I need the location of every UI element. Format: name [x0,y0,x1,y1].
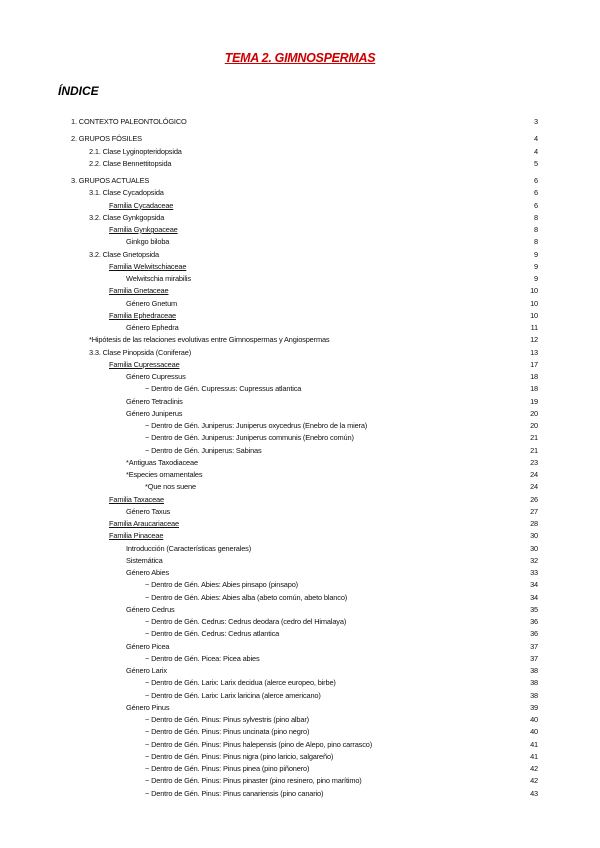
toc-entry-page: 38 [530,690,538,700]
toc-entry-page: 17 [530,359,538,369]
toc-entry-text: Familia Welwitschiaceae [109,261,187,271]
toc-entry[interactable] [0,158,600,170]
toc-entry[interactable] [0,751,600,763]
toc-entry-text: *Hipótesis de las relaciones evolutivas entre Gimnospermas y Angiospermas [89,335,330,345]
toc-entry-page: 38 [530,666,538,675]
toc-entry-text: Familia Cycadaceae [109,200,174,210]
toc-entry-text: 3.2. Clase Gynkgopsida [89,212,165,222]
toc-entry-page: 40 [530,727,538,737]
toc-entry-page: 11 [530,323,538,332]
toc-entry-text: *Que nos suene [145,482,196,492]
toc-entry-page: 40 [530,715,538,724]
toc-entry[interactable] [0,739,600,751]
toc-entry-page: 24 [530,470,538,479]
toc-entry-text: Género Ephedra [126,323,179,332]
toc-entry[interactable] [0,494,600,506]
toc-entry[interactable] [0,714,600,726]
toc-entry-page: 24 [530,482,538,492]
toc-entry[interactable] [0,628,600,640]
toc-entry-page: 10 [530,310,538,320]
toc-entry[interactable] [0,408,600,420]
toc-entry-text: Género Abies [126,568,169,577]
toc-entry-page: 9 [534,249,538,259]
toc-entry-text: 3. GRUPOS ACTUALES [71,176,150,185]
toc-entry[interactable] [0,641,600,653]
toc-entry[interactable] [0,285,600,297]
toc-entry[interactable] [0,224,600,236]
toc-entry[interactable] [0,788,600,800]
toc-entry[interactable] [0,298,600,310]
toc-entry-text: Welwitschia mirabilis [126,274,191,283]
toc-entry[interactable] [0,702,600,714]
toc-entry[interactable] [0,592,600,604]
toc-entry[interactable] [0,726,600,738]
toc-entry-text: ~ Dentro de Gén. Cedrus: Cedrus deodara (cedro del Himalaya) [145,617,347,626]
toc-entry-page: 10 [530,298,538,308]
toc-entry-text: Familia Taxaceae [109,494,164,504]
toc-entry[interactable] [0,371,600,383]
toc-entry-text: *Antiguas Taxodiaceae [126,457,198,467]
toc-entry-page: 23 [530,457,538,467]
toc-entry[interactable] [0,200,600,212]
toc-entry-page: 5 [534,158,538,168]
toc-entry[interactable] [0,677,600,689]
toc-entry-text: Género Pinus [126,702,170,712]
toc-entry[interactable] [0,396,600,408]
toc-entry[interactable] [0,567,600,579]
toc-entry-text: ~ Dentro de Gén. Larix: Larix laricina (alerce americano) [145,690,321,700]
toc-entry-text: ~ Dentro de Gén. Pinus: Pinus nigra (pino laricio, salgareño) [145,751,334,761]
toc-entry-page: 32 [530,555,538,565]
toc-entry[interactable] [0,359,600,371]
toc-entry-page: 21 [530,433,538,443]
toc-entry-text: Familia Araucariaceae [109,519,179,528]
toc-entry-page: 4 [534,146,538,156]
toc-entry-text: Género Juniperus [126,408,183,418]
toc-entry-text: Ginkgo biloba [126,237,170,247]
index-heading: ÍNDICE [58,84,99,98]
toc-entry-page: 37 [530,641,538,651]
toc-entry-text: ~ Dentro de Gén. Larix: Larix decidua (alerce europeo, birbe) [145,678,336,688]
toc-entry[interactable] [0,420,600,432]
toc-entry-page: 20 [530,408,538,418]
toc-entry-text: 2.1. Clase Lyginopteridopsida [89,146,182,156]
toc-entry-text: Familia Cupressaceae [109,359,180,369]
toc-entry-page: 36 [530,629,538,639]
toc-entry-text: ~ Dentro de Gén. Pinus: Pinus canariensis (pino canario) [145,788,324,798]
toc-entry-page: 12 [530,335,538,345]
toc-entry-text: 2.2. Clase Bennettitopsida [89,158,172,168]
toc-entry-page: 34 [530,580,538,590]
toc-entry-text: ~ Dentro de Gén. Pinus: Pinus pinea (pino piñonero) [145,764,310,773]
toc-entry-text: 2. GRUPOS FÓSILES [71,134,142,144]
toc-entry-text: *Especies ornamentales [126,470,203,479]
toc-entry-text: Género Taxus [126,506,171,516]
toc-entry[interactable] [0,347,600,359]
table-of-contents [0,116,600,800]
toc-entry[interactable] [0,187,600,199]
toc-entry-page: 42 [530,764,538,773]
toc-entry[interactable] [0,763,600,775]
toc-entry[interactable] [0,616,600,628]
toc-entry-text: Familia Ephedraceae [109,310,176,320]
toc-entry-page: 9 [534,261,538,271]
toc-entry-page: 19 [530,396,538,406]
toc-entry[interactable] [0,146,600,158]
toc-entry-page: 41 [530,739,538,749]
toc-entry[interactable] [0,322,600,334]
toc-entry-page: 35 [530,604,538,614]
toc-entry[interactable] [0,310,600,322]
toc-entry-page: 26 [530,494,538,504]
toc-entry-text: Género Cupressus [126,372,186,381]
toc-entry-text: ~ Dentro de Gén. Juniperus: Juniperus communis (Enebro común) [145,433,354,443]
toc-entry[interactable] [0,133,600,145]
toc-entry-page: 27 [530,506,538,516]
toc-entry-page: 4 [534,134,538,144]
toc-entry-text: ~ Dentro de Gén. Abies: Abies alba (abeto común, abeto blanco) [145,592,348,602]
toc-entry-text: Sistemática [126,555,163,565]
toc-entry-text: Familia Gnetaceae [109,286,169,296]
toc-entry-text: Género Picea [126,641,170,651]
toc-entry-page: 34 [530,592,538,602]
toc-entry[interactable] [0,530,600,542]
toc-entry-page: 33 [530,568,538,577]
toc-entry-text: 3.3. Clase Pinopsida (Coniferae) [89,347,192,357]
toc-entry-text: Género Tetraclinis [126,396,183,406]
toc-entry-text: ~ Dentro de Gén. Pinus: Pinus pinaster (pino resinero, pino marítimo) [145,776,362,786]
toc-entry[interactable] [0,469,600,481]
toc-entry-page: 30 [530,531,538,541]
toc-entry-text: 3.1. Clase Cycadopsida [89,188,164,198]
toc-entry[interactable] [0,518,600,530]
toc-entry-page: 10 [530,286,538,296]
toc-entry-page: 36 [530,617,538,626]
toc-entry[interactable] [0,273,600,285]
toc-entry[interactable] [0,481,600,493]
toc-entry[interactable] [0,665,600,677]
toc-entry-page: 30 [530,543,538,553]
toc-entry-page: 8 [534,225,538,234]
toc-entry[interactable] [0,236,600,248]
toc-entry-text: 1. CONTEXTO PALEONTOLÓGICO [71,117,187,126]
toc-entry-text: ~ Dentro de Gén. Pinus: Pinus sylvestris (pino albar) [145,715,309,724]
toc-entry-text: ~ Dentro de Gén. Cupressus: Cupressus atlantica [145,384,302,394]
document-title: TEMA 2. GIMNOSPERMAS [224,51,376,65]
toc-entry-page: 8 [534,237,538,247]
toc-entry[interactable] [0,775,600,787]
toc-entry-page: 6 [534,200,538,210]
toc-entry-page: 38 [530,678,538,688]
toc-entry-text: Género Gnetum [126,298,178,308]
toc-entry[interactable] [0,261,600,273]
toc-entry-text: ~ Dentro de Gén. Juniperus: Juniperus oxycedrus (Enebro de la miera) [145,421,368,430]
toc-entry-text: Género Cedrus [126,604,175,614]
toc-entry[interactable] [0,690,600,702]
toc-entry-page: 3 [534,117,538,126]
toc-entry-page: 41 [530,751,538,761]
toc-entry-page: 42 [530,776,538,786]
toc-entry-text: Género Larix [126,666,167,675]
toc-entry[interactable] [0,249,600,261]
toc-entry-text: ~ Dentro de Gén. Cedrus: Cedrus atlantica [145,629,280,639]
toc-entry-page: 13 [530,347,538,357]
toc-entry-text: ~ Dentro de Gén. Abies: Abies pinsapo (pinsapo) [145,580,298,590]
toc-entry-page: 39 [530,702,538,712]
toc-entry-text: ~ Dentro de Gén. Pinus: Pinus halepensis (pino de Alepo, pino carrasco) [145,739,373,749]
toc-entry-text: ~ Dentro de Gén. Pinus: Pinus uncinata (pino negro) [145,727,310,737]
toc-entry-page: 8 [534,212,538,222]
toc-entry-text: Introducción (Características generales) [126,543,252,553]
toc-entry-text: Familia Pinaceae [109,531,164,541]
toc-entry[interactable] [0,653,600,665]
toc-entry-page: 21 [530,445,538,455]
toc-entry-page: 6 [534,188,538,198]
toc-entry[interactable] [0,212,600,224]
toc-entry-page: 28 [530,519,538,528]
toc-entry-page: 6 [534,176,538,185]
toc-entry-page: 20 [530,421,538,430]
toc-entry-text: 3.2. Clase Gnetopsida [89,249,159,259]
toc-entry[interactable] [0,116,600,128]
toc-entry[interactable] [0,383,600,395]
toc-entry[interactable] [0,445,600,457]
toc-entry[interactable] [0,457,600,469]
toc-entry[interactable] [0,175,600,187]
toc-entry[interactable] [0,579,600,591]
toc-entry-text: Familia Gynkgoaceae [109,225,178,234]
toc-entry[interactable] [0,334,600,346]
toc-entry-page: 37 [530,653,538,663]
toc-entry-text: ~ Dentro de Gén. Juniperus: Sabinas [145,445,262,455]
toc-entry-page: 43 [530,788,538,798]
toc-entry[interactable] [0,506,600,518]
toc-entry-text: ~ Dentro de Gén. Picea: Picea abies [145,653,260,663]
toc-entry[interactable] [0,604,600,616]
toc-entry-page: 18 [530,372,538,381]
toc-entry-page: 18 [530,384,538,394]
toc-entry[interactable] [0,555,600,567]
toc-entry[interactable] [0,432,600,444]
toc-entry-page: 9 [534,274,538,283]
toc-entry[interactable] [0,543,600,555]
